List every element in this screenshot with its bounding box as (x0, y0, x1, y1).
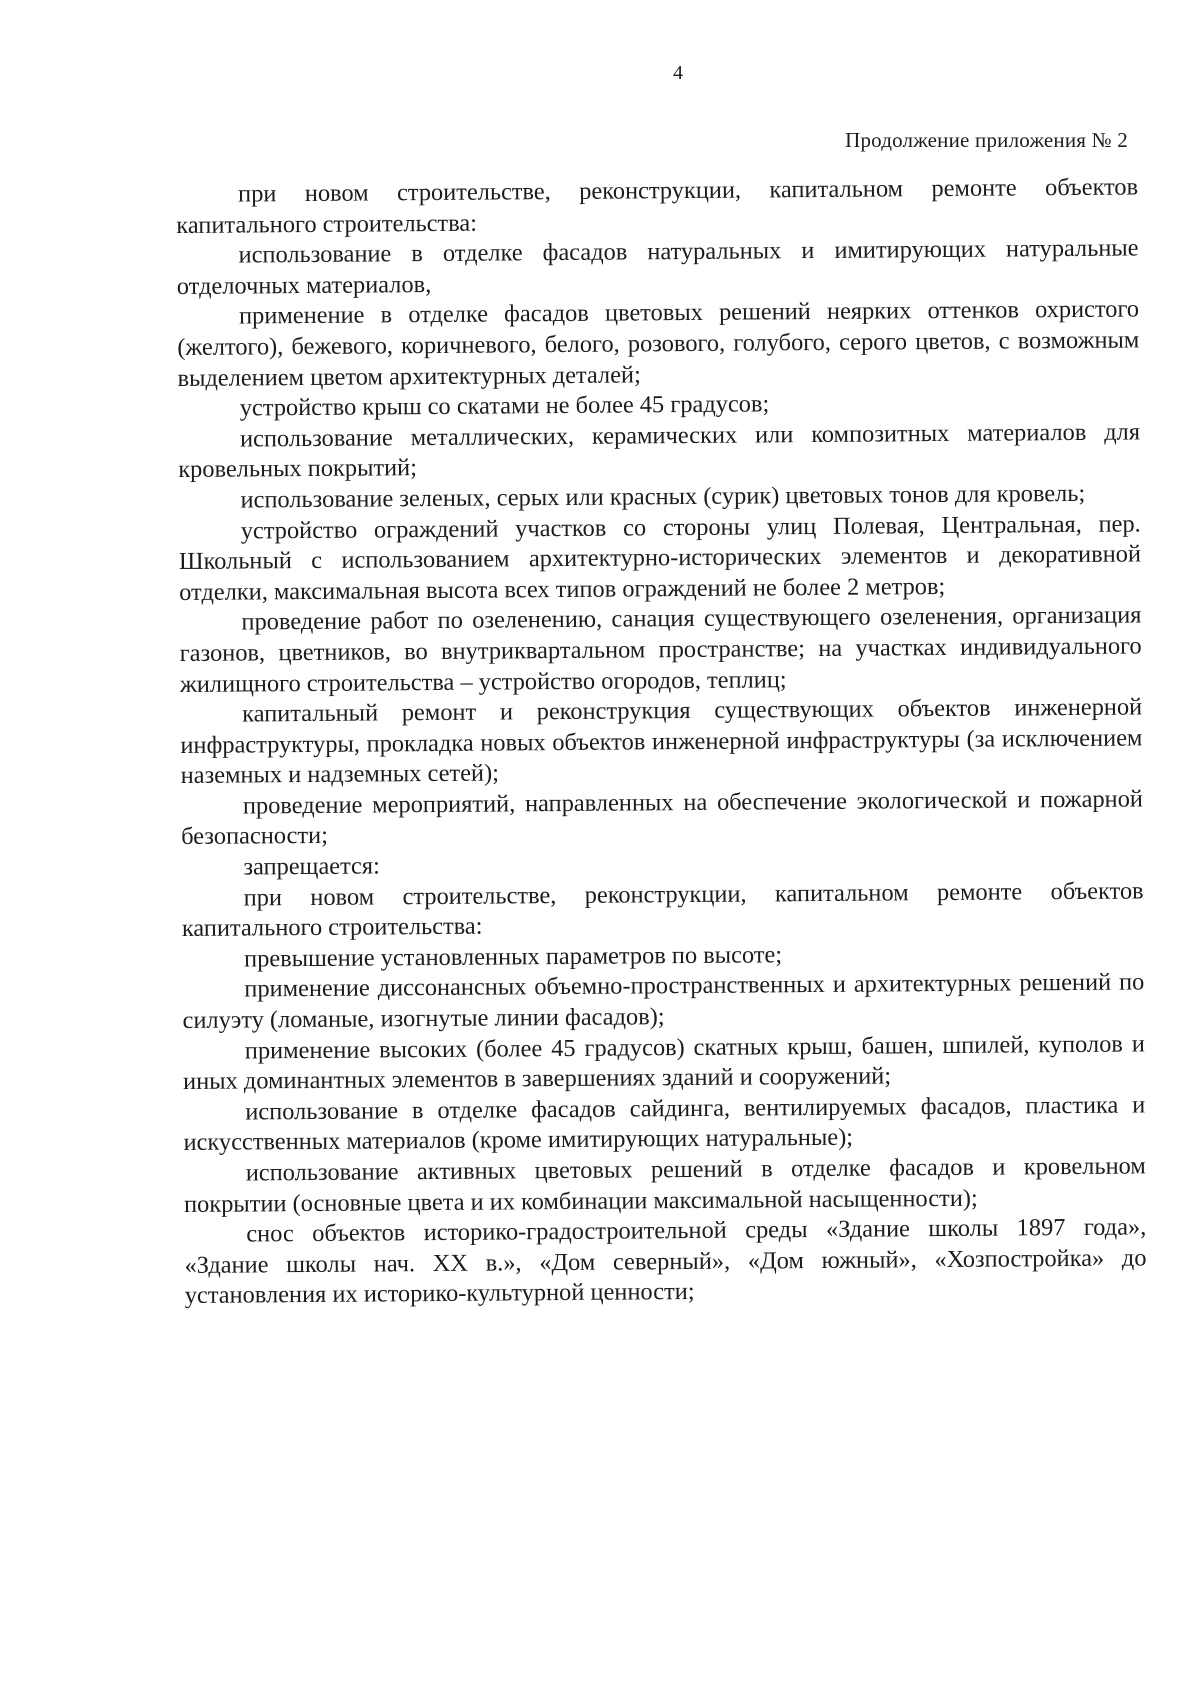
paragraph: снос объектов историко-градостроительной среды «Здание школы 1897 года», «Здание школы нач. XX в.», «Дом северный», «Дом южный», «Хозпостройка» до установления их историко-культурной ценности; (184, 1213, 1147, 1310)
paragraph: при новом строительстве, реконструкции, капитальном ремонте объектов капитального строительства: (181, 877, 1144, 943)
paragraph: использование в отделке фасадов натуральных и имитирующих натуральные отделочных материалов, (176, 234, 1139, 300)
paragraph: превышение установленных параметров по высоте; (244, 941, 783, 973)
page-number: 4 (673, 62, 683, 84)
paragraph: использование металлических, керамических или композитных материалов для кровельных покрытий; (178, 418, 1141, 484)
paragraph: применение диссонансных объемно-пространственных и архитектурных решений по силуэту (ломаные, изогнутые линии фасадов); (182, 968, 1145, 1035)
paragraph: капитальный ремонт и реконструкция существующих объектов инженерной инфраструктуры, прокладка новых объектов инженерной инфраструктуры (за исключением наземных и надземных сетей); (180, 693, 1143, 790)
paragraph: использование зеленых, серых или красных (сурик) цветовых тонов для кровель; (240, 479, 1086, 514)
paragraph: устройство крыш со скатами не более 45 градусов; (239, 390, 770, 422)
paragraph: проведение мероприятий, направленных на обеспечение экологической и пожарной безопасности; (181, 785, 1143, 851)
paragraph: при новом строительстве, реконструкции, капитальном ремонте объектов капитального строительства: (176, 173, 1139, 239)
document-body (176, 172, 1147, 1311)
appendix-continuation-note: Продолжение приложения № 2 (845, 128, 1128, 152)
paragraph: применение высоких (более 45 градусов) скатных крыш, башен, шпилей, куполов и иных доминантных элементов в завершениях зданий и сооружений; (182, 1030, 1145, 1096)
paragraph: применение в отделке фасадов цветовых решений неярких оттенков охристого (желтого), бежевого, коричневого, белого, розового, голубого, серого цветов, с возможным выделением цветом архитектурных деталей; (177, 295, 1140, 392)
paragraph: использование в отделке фасадов сайдинга, вентилируемых фасадов, пластика и искусственных материалов (кроме имитирующих натуральные); (183, 1091, 1146, 1157)
paragraph: использование активных цветовых решений в отделке фасадов и кровельном покрытии (основные цвета и их комбинации максимальной насыщенности); (183, 1152, 1146, 1218)
paragraph: запрещается: (243, 852, 380, 881)
paragraph: проведение работ по озеленению, санация существующего озеленения, организация газонов, цветников, во внутриквартальном пространстве; на участках индивидуального жилищного строительства – устройство огородов, теплиц; (179, 601, 1142, 698)
paragraph: устройство ограждений участков со стороны улиц Полевая, Центральная, пер. Школьный с использованием архитектурно-исторических элементов и декоративной отделки, максимальная высота всех типов ограждений не более 2 метров; (178, 509, 1142, 606)
